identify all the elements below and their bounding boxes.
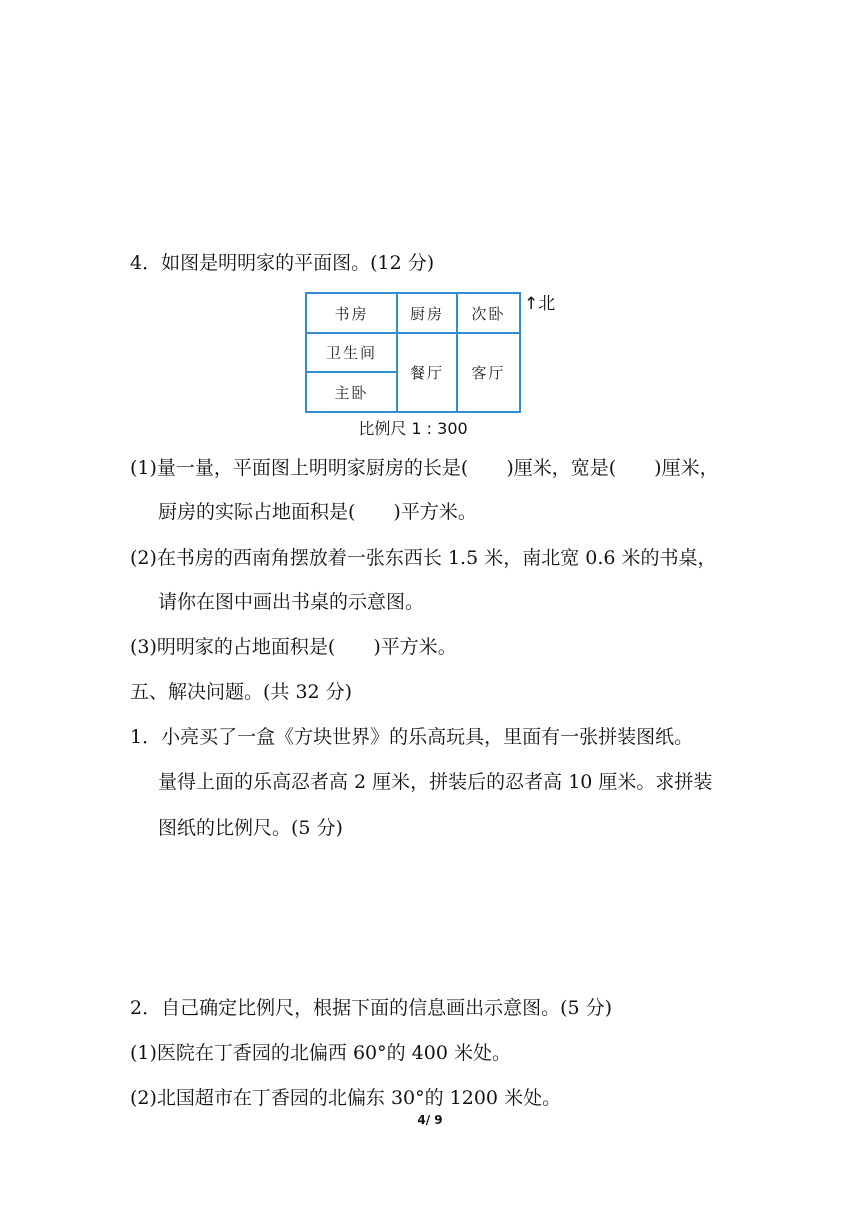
s5-q1-line3: 图纸的比例尺。(5 分) <box>158 817 343 839</box>
q4-part2-line1: (2)在书房的西南角摆放着一张东西长 1.5 米，南北宽 0.6 米的书桌， <box>130 547 717 569</box>
s5-q2-part2: (2)北国超市在丁香园的北偏东 30°的 1200 米处。 <box>130 1087 562 1109</box>
q4-part1-line2: 厨房的实际占地面积是( )平方米。 <box>158 501 477 523</box>
room-dining: 餐厅 <box>398 334 458 411</box>
room-study: 书房 <box>307 294 398 334</box>
room-second-bedroom: 次卧 <box>458 294 519 334</box>
s5-q1-line2: 量得上面的乐高忍者高 2 厘米，拼装后的忍者高 10 厘米。求拼装 <box>158 771 713 793</box>
north-arrow-label: ↑北 <box>524 294 556 314</box>
scale-label: 比例尺 1 : 300 <box>358 419 468 438</box>
q4-part3: (3)明明家的占地面积是( )平方米。 <box>130 636 457 658</box>
room-kitchen: 厨房 <box>398 294 458 334</box>
page-number: 4/ 9 <box>417 1113 443 1127</box>
section-5-title: 五、解决问题。(共 32 分) <box>130 681 353 703</box>
question-4-title: 4．如图是明明家的平面图。(12 分) <box>130 252 435 274</box>
q4-part1-line1: (1)量一量，平面图上明明家厨房的长是( )厘米，宽是( )厘米， <box>130 457 719 479</box>
q4-part2-line2: 请你在图中画出书桌的示意图。 <box>158 591 425 613</box>
s5-q2-part1: (1)医院在丁香园的北偏西 60°的 400 米处。 <box>130 1042 511 1064</box>
s5-q1-line1: 1．小亮买了一盒《方块世界》的乐高玩具，里面有一张拼装图纸。 <box>130 726 694 748</box>
floor-plan <box>305 292 521 413</box>
room-bathroom: 卫生间 <box>307 334 398 373</box>
room-living: 客厅 <box>471 364 506 382</box>
room-master-bedroom: 主卧 <box>307 373 398 411</box>
s5-q2-title: 2．自己确定比例尺，根据下面的信息画出示意图。(5 分) <box>130 997 613 1019</box>
